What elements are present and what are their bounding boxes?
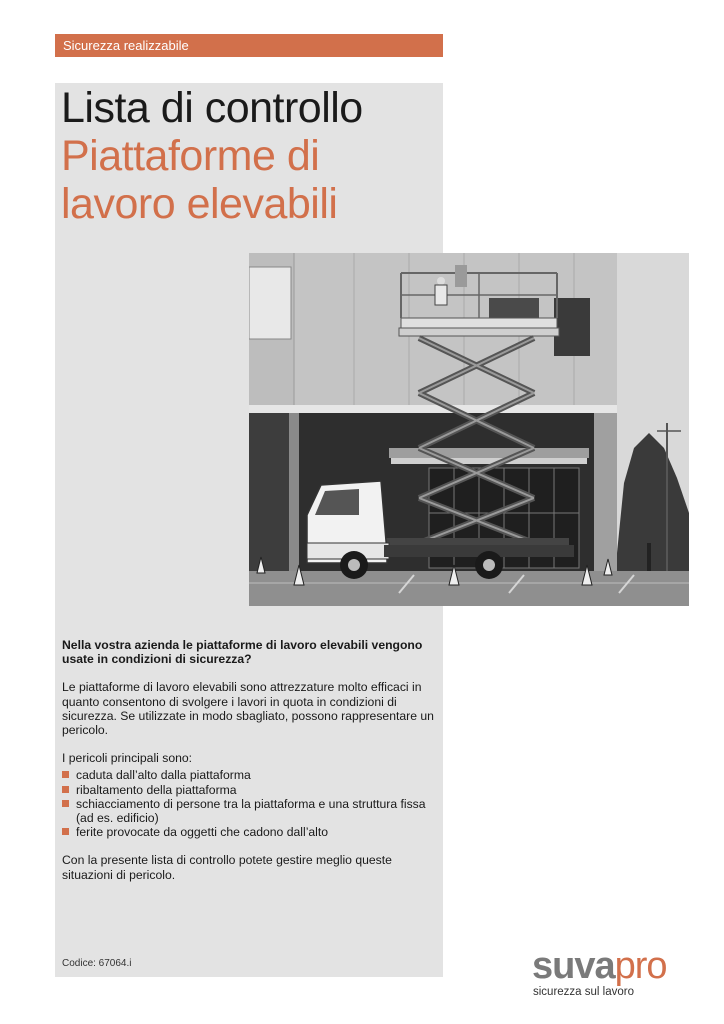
scissor-lift-photo — [249, 253, 689, 606]
hazards-heading: I pericoli principali sono: — [62, 751, 193, 766]
category-label: Sicurezza realizzabile — [63, 38, 189, 53]
logo-suva: suva — [532, 945, 615, 987]
square-bullet-icon — [62, 786, 69, 793]
title-line-3: lavoro elevabili — [61, 180, 338, 228]
logo-tagline: sicurezza sul lavoro — [533, 986, 634, 998]
intro-paragraph: Le piattaforme di lavoro elevabili sono attrezzature molto efficaci in quanto consentono di svolgere i lavori in quota in condizioni di sicurezza. Se utilizzate in modo sbagliato, possono rappresentare un pericolo. — [62, 680, 434, 738]
hazard-text: schiacciamento di persone tra la piattaforma e una struttura fissa (ad es. edificio) — [76, 796, 426, 826]
suvapro-logo — [532, 946, 667, 986]
document-title — [61, 84, 363, 228]
document-code: Codice: 67064.i — [62, 958, 132, 969]
closing-paragraph: Con la presente lista di controllo potete gestire meglio queste situazioni di pericolo. — [62, 853, 392, 882]
hazard-text: caduta dall’alto dalla piattaforma — [76, 768, 251, 783]
hazard-list — [62, 768, 434, 839]
hazard-text: ferite provocate da oggetti che cadono dall’alto — [76, 825, 329, 840]
square-bullet-icon — [62, 771, 69, 778]
title-line-2: Piattaforme di — [61, 132, 320, 180]
category-bar — [55, 34, 443, 57]
square-bullet-icon — [62, 800, 69, 807]
list-item — [62, 768, 434, 782]
list-item — [62, 825, 434, 839]
key-question: Nella vostra azienda le piattaforme di lavoro elevabili vengono usate in condizioni di sicurezza? — [62, 638, 423, 667]
hazard-text: ribaltamento della piattaforma — [76, 782, 237, 797]
list-item — [62, 797, 434, 825]
list-item — [62, 783, 434, 797]
intro-text — [62, 638, 434, 896]
square-bullet-icon — [62, 828, 69, 835]
logo-pro: pro — [614, 945, 667, 987]
title-line-1: Lista di controllo — [61, 84, 363, 132]
